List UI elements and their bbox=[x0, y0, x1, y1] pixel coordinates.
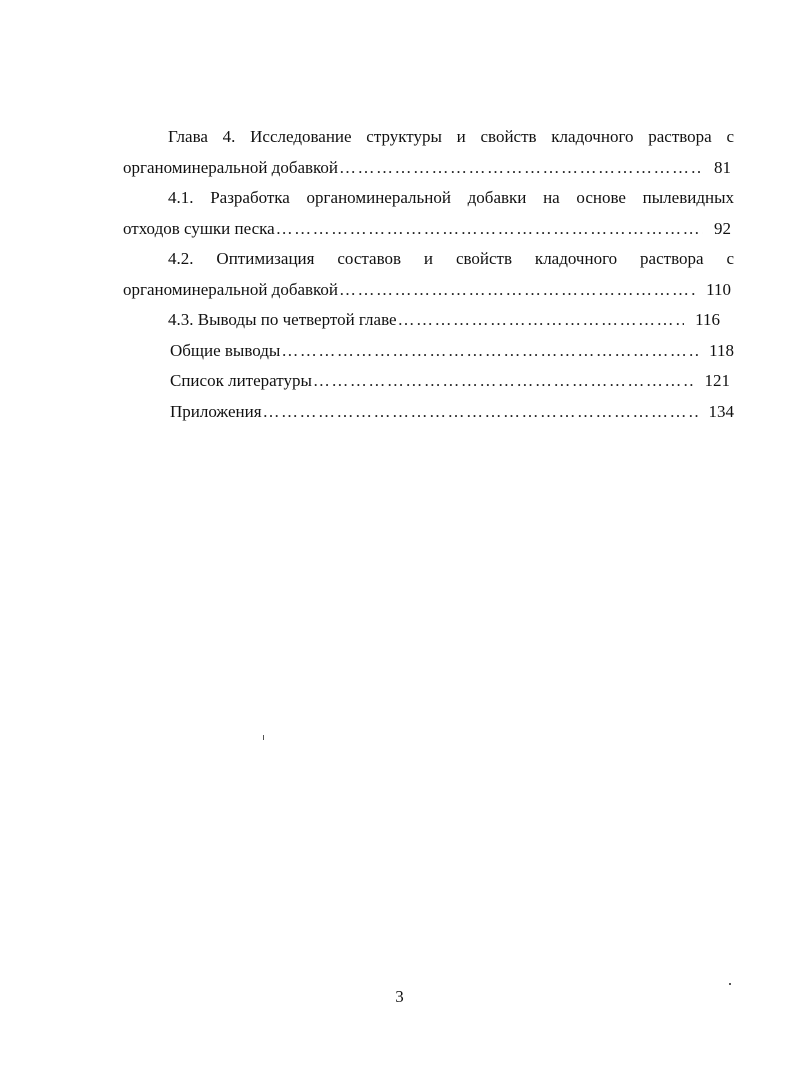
dot-leader bbox=[339, 153, 703, 184]
toc-entry-4-2-continuation bbox=[123, 275, 734, 306]
toc-page-number: 110 bbox=[706, 279, 731, 299]
toc-page-number: 134 bbox=[708, 401, 734, 421]
toc-page-number: 116 bbox=[695, 310, 720, 329]
toc-entry-text: отходов сушки песка bbox=[123, 218, 275, 238]
toc-entry-text: Общие выводы bbox=[170, 340, 281, 360]
toc-entry-text: Список литературы bbox=[170, 371, 312, 390]
toc-entry-chapter-4-continuation bbox=[123, 153, 734, 184]
toc-page-number: 118 bbox=[709, 340, 734, 360]
toc-entry-4-1-title: 4.1. Разработка органоминеральной добавки на основе пылевидных bbox=[168, 188, 734, 207]
toc-entry-4-2-title: 4.2. Оптимизация составов и свойств кладочного раствора с bbox=[168, 249, 734, 268]
scan-artifact bbox=[729, 983, 731, 985]
dot-leader bbox=[339, 275, 695, 306]
toc-entry-references bbox=[123, 366, 734, 397]
toc-entry-text: органоминеральной добавкой bbox=[123, 157, 339, 177]
dot-leader bbox=[313, 366, 694, 397]
page-number: 3 bbox=[395, 987, 404, 1006]
toc-page-number: 121 bbox=[704, 371, 730, 390]
dot-leader bbox=[398, 305, 685, 336]
dot-leader bbox=[276, 214, 703, 245]
toc-entry-text: органоминеральной добавкой bbox=[123, 279, 339, 299]
dot-leader bbox=[263, 397, 698, 428]
toc-entry-appendices bbox=[123, 397, 734, 428]
toc-entry-text: Приложения bbox=[170, 401, 262, 421]
toc-entry-4-3 bbox=[123, 305, 734, 336]
toc-entry-chapter-4-title: Глава 4. Исследование структуры и свойств кладочного раствора с bbox=[168, 127, 734, 146]
toc-page-number: 92 bbox=[714, 218, 731, 238]
toc-page-number: 81 bbox=[714, 157, 731, 177]
toc-entry-4-1-continuation bbox=[123, 214, 734, 245]
table-of-contents bbox=[123, 122, 734, 427]
scan-artifact bbox=[263, 735, 264, 740]
dot-leader bbox=[281, 336, 698, 367]
toc-entry-general-conclusions bbox=[123, 336, 734, 367]
toc-entry-text: 4.3. Выводы по четвертой главе bbox=[168, 310, 397, 329]
